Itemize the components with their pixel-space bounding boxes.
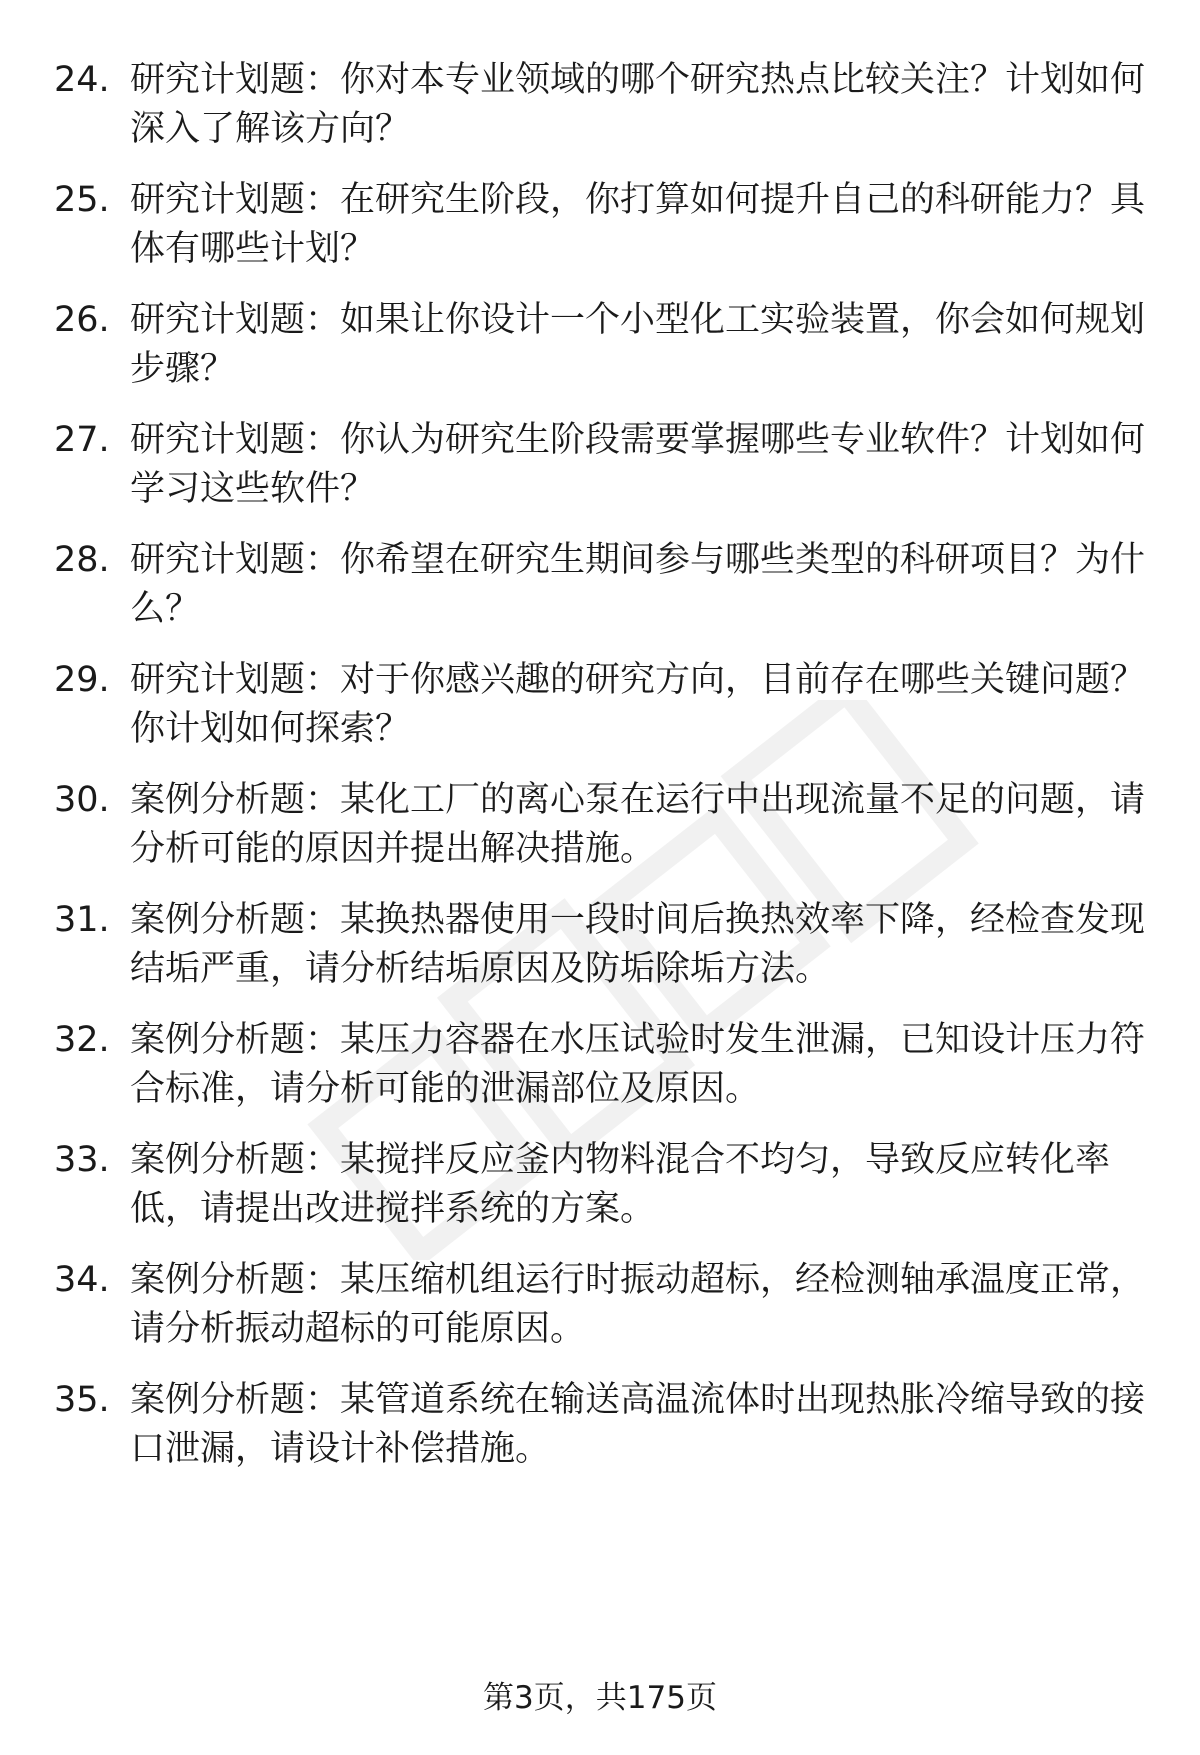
question-number: 30. (54, 780, 110, 820)
question-number: 33. (54, 1140, 110, 1180)
question-item (54, 56, 1154, 154)
question-item (54, 536, 1154, 634)
question-number: 29. (54, 660, 110, 700)
question-number: 27. (54, 420, 110, 460)
question-item (54, 1136, 1154, 1234)
question-text: 案例分析题：某压缩机组运行时振动超标，经检测轴承温度正常，请分析振动超标的可能原因。 (130, 1260, 1146, 1349)
question-text: 案例分析题：某换热器使用一段时间后换热效率下降，经检查发现结垢严重，请分析结垢原因及防垢除垢方法。 (130, 900, 1146, 989)
question-text: 研究计划题：如果让你设计一个小型化工实验装置，你会如何规划步骤？ (130, 300, 1146, 389)
question-number: 34. (54, 1260, 110, 1300)
question-item (54, 1256, 1154, 1354)
question-number: 32. (54, 1020, 110, 1060)
question-number: 31. (54, 900, 110, 940)
question-number: 25. (54, 180, 110, 220)
question-item (54, 296, 1154, 394)
question-item (54, 656, 1154, 754)
question-item (54, 176, 1154, 274)
question-text: 研究计划题：你希望在研究生期间参与哪些类型的科研项目？为什么？ (130, 540, 1146, 629)
question-item (54, 416, 1154, 514)
question-text: 研究计划题：你对本专业领域的哪个研究热点比较关注？计划如何深入了解该方向？ (130, 60, 1146, 149)
question-number: 35. (54, 1380, 110, 1420)
question-list (54, 56, 1154, 1474)
question-item (54, 1376, 1154, 1474)
question-text: 研究计划题：在研究生阶段，你打算如何提升自己的科研能力？具体有哪些计划？ (130, 180, 1146, 269)
question-text: 研究计划题：对于你感兴趣的研究方向，目前存在哪些关键问题？你计划如何探索？ (130, 660, 1146, 749)
question-number: 24. (54, 60, 110, 100)
question-text: 案例分析题：某压力容器在水压试验时发生泄漏，已知设计压力符合标准，请分析可能的泄漏部位及原因。 (130, 1020, 1146, 1109)
question-item (54, 896, 1154, 994)
question-item (54, 776, 1154, 874)
question-text: 案例分析题：某搅拌反应釜内物料混合不均匀，导致反应转化率低，请提出改进搅拌系统的方案。 (130, 1140, 1111, 1229)
question-text: 案例分析题：某管道系统在输送高温流体时出现热胀冷缩导致的接口泄漏，请设计补偿措施。 (130, 1380, 1146, 1469)
question-item (54, 1016, 1154, 1114)
page-footer: 第3页，共175页 (483, 1680, 717, 1716)
question-number: 26. (54, 300, 110, 340)
question-number: 28. (54, 540, 110, 580)
question-text: 研究计划题：你认为研究生阶段需要掌握哪些专业软件？计划如何学习这些软件？ (130, 420, 1146, 509)
question-text: 案例分析题：某化工厂的离心泵在运行中出现流量不足的问题，请分析可能的原因并提出解决措施。 (130, 780, 1146, 869)
